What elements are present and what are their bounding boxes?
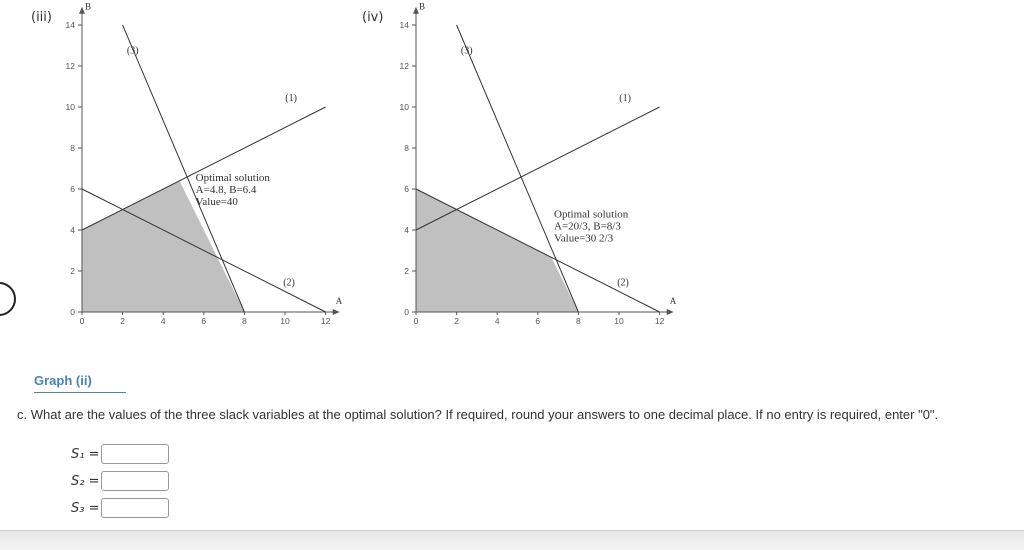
bottom-scroll-bar: [0, 530, 1024, 550]
slack-label-1: S₁ =: [71, 446, 100, 462]
y-tick-label: 10: [65, 102, 75, 112]
x-axis-name: A: [669, 296, 677, 306]
constraint-label: (3): [126, 45, 139, 57]
optimal-solution-annotation: Value=30 2/3: [554, 232, 614, 245]
x-tick-label: 6: [201, 316, 207, 326]
graph-iv-label: (iv): [362, 10, 384, 25]
y-tick-label: 4: [404, 225, 409, 235]
slack-input-s3[interactable]: [101, 498, 169, 518]
x-axis-arrow: [667, 309, 674, 315]
constraint-label: (2): [617, 277, 629, 289]
constraint-line-1: [82, 107, 326, 230]
x-tick-label: 0: [79, 316, 85, 326]
slack-row-1: [71, 444, 169, 464]
optimal-solution-annotation: Value=40: [195, 195, 238, 208]
constraint-label: (3): [460, 45, 473, 57]
constraint-label: (1): [285, 92, 297, 104]
y-axis-name: B: [419, 1, 426, 12]
x-tick-label: 2: [454, 316, 459, 326]
y-tick-label: 0: [70, 307, 75, 317]
x-tick-label: 8: [242, 316, 247, 326]
slack-input-s1[interactable]: [101, 444, 169, 464]
graph-iii: [0, 0, 360, 340]
graph-ii-link[interactable]: Graph (ii): [34, 373, 126, 393]
y-axis-name: B: [85, 1, 92, 12]
slack-row-2: [71, 471, 169, 491]
y-tick-label: 6: [70, 184, 75, 194]
slack-label-3: S₃ =: [71, 500, 100, 516]
graph-iv: [334, 0, 694, 340]
y-tick-label: 14: [399, 20, 409, 30]
x-tick-label: 10: [614, 316, 624, 326]
feasible-region: [416, 189, 578, 312]
x-tick-label: 4: [160, 316, 166, 326]
optimal-solution-annotation: Optimal solution: [195, 171, 270, 184]
y-tick-label: 8: [404, 143, 409, 153]
constraint-label: (2): [283, 277, 295, 289]
x-tick-label: 0: [413, 316, 419, 326]
y-tick-label: 0: [404, 307, 409, 317]
optimal-solution-annotation: Optimal solution: [554, 208, 629, 221]
slack-row-3: [71, 498, 169, 518]
y-tick-label: 12: [399, 61, 409, 71]
x-axis-name: A: [335, 296, 343, 306]
x-tick-label: 2: [120, 316, 125, 326]
slack-input-s2[interactable]: [101, 471, 169, 491]
y-tick-label: 8: [70, 143, 75, 153]
question-text: c. What are the values of the three slack variables at the optimal solution? If required, round your answers to one decimal place. If no entry is required, enter "0".: [17, 407, 939, 422]
x-tick-label: 12: [654, 316, 665, 326]
y-tick-label: 2: [70, 266, 75, 276]
slack-label-2: S₂ =: [71, 473, 100, 489]
x-tick-label: 6: [535, 316, 541, 326]
y-tick-label: 4: [70, 225, 75, 235]
y-tick-label: 2: [404, 266, 409, 276]
x-tick-label: 8: [576, 316, 581, 326]
graph-iii-label: (iii): [31, 10, 52, 25]
optimal-solution-annotation: A=20/3, B=8/3: [554, 220, 621, 233]
x-tick-label: 12: [320, 316, 331, 326]
y-tick-label: 14: [65, 20, 75, 30]
y-tick-label: 10: [399, 102, 409, 112]
y-tick-label: 6: [404, 184, 409, 194]
x-tick-label: 4: [494, 316, 500, 326]
optimal-solution-annotation: A=4.8, B=6.4: [195, 183, 257, 196]
x-tick-label: 10: [280, 316, 290, 326]
y-tick-label: 12: [65, 61, 75, 71]
constraint-label: (1): [619, 92, 631, 104]
